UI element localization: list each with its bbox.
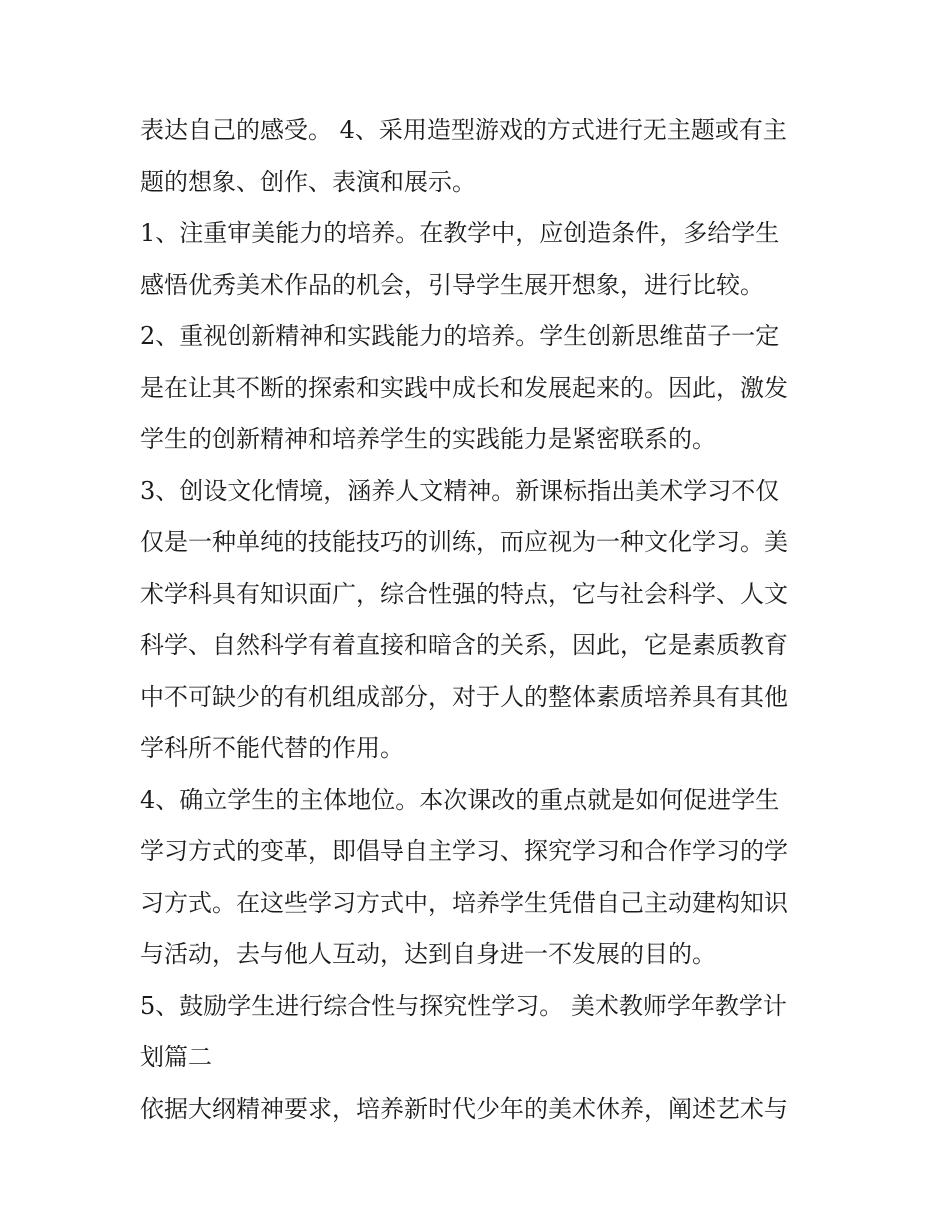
text-line: 感悟优秀美术作品的机会，引导学生展开想象，进行比较。 <box>140 270 764 299</box>
text-line: 题的想象、创作、表演和展示。 <box>140 167 476 196</box>
text-line: 中不可缺少的有机组成部分，对于人的整体素质培养具有其他 <box>140 682 788 711</box>
text-line: 学生的创新精神和培养学生的实践能力是紧密联系的。 <box>140 425 716 453</box>
text-line: 表达自己的感受。 4、采用造型游戏的方式进行无主题或有主 <box>140 116 787 144</box>
text-line: 2、重视创新精神和实践能力的培养。学生创新思维苗子一定 <box>140 322 780 350</box>
text-line: 科学、自然科学有着直接和暗含的关系，因此，它是素质教育 <box>140 631 788 659</box>
text-line: 与活动，去与他人互动，达到自身进一不发展的目的。 <box>140 940 716 968</box>
text-line: 学习方式的变革，即倡导自主学习、探究学习和合作学习的学 <box>140 837 788 865</box>
text-line: 4、确立学生的主体地位。本次课改的重点就是如何促进学生 <box>140 785 780 814</box>
document-body <box>140 105 820 1135</box>
text-line: 1、注重审美能力的培养。在教学中，应创造条件，多给学生 <box>140 219 780 247</box>
text-line: 5、鼓励学生进行综合性与探究性学习。 美术教师学年教学计 <box>140 991 787 1020</box>
text-line: 术学科具有知识面广，综合性强的特点，它与社会科学、人文 <box>140 579 788 608</box>
text-line: 仅是一种单纯的技能技巧的训练，而应视为一种文化学习。美 <box>140 528 788 556</box>
text-line: 学科所不能代替的作用。 <box>140 734 404 762</box>
text-line: 划篇二 <box>140 1043 212 1071</box>
text-line: 习方式。在这些学习方式中，培养学生凭借自己主动建构知识 <box>140 888 788 917</box>
text-line: 是在让其不断的探索和实践中成长和发展起来的。因此，激发 <box>140 373 788 402</box>
text-line: 依据大纲精神要求，培养新时代少年的美术休养，阐述艺术与 <box>140 1094 788 1123</box>
text-line: 3、创设文化情境，涵养人文精神。新课标指出美术学习不仅 <box>140 476 780 505</box>
